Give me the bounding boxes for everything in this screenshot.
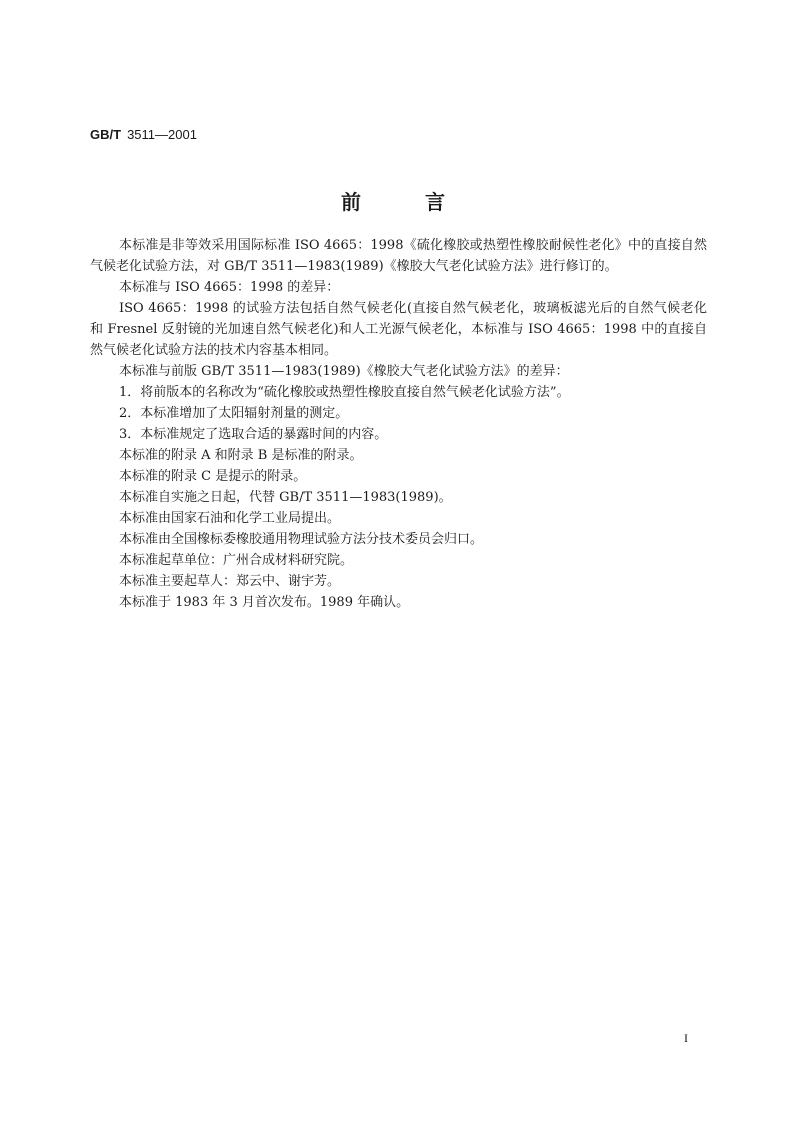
body-line: 和 Fresnel 反射镜的光加速自然气候老化)和人工光源气候老化，本标准与 ISO 4665：1998 中的直接自	[90, 322, 707, 337]
paragraph	[90, 298, 707, 361]
body-line: 本标准起草单位：广州合成材料研究院。	[119, 553, 354, 568]
list-item	[90, 424, 707, 445]
paragraph	[90, 445, 707, 466]
list-item	[90, 403, 707, 424]
paragraph	[90, 529, 707, 550]
body-line: 本标准主要起草人：郑云中、谢宇芳。	[119, 574, 341, 589]
foreword-body	[90, 235, 707, 613]
standard-number: 3511—2001	[127, 127, 197, 142]
body-line: 本标准由全国橡标委橡胶通用物理试验方法分技术委员会归口。	[119, 532, 484, 547]
body-line: 本标准与 ISO 4665：1998 的差异：	[119, 280, 340, 295]
paragraph	[90, 571, 707, 592]
body-line: 本标准自实施之日起，代替 GB/T 3511—1983(1989)。	[119, 490, 452, 505]
body-line: 本标准于 1983 年 3 月首次发布。1989 年确认。	[119, 595, 410, 610]
body-line: ISO 4665：1998 的试验方法包括自然气候老化(直接自然气候老化，玻璃板滤光后的自然气候老化	[119, 301, 707, 316]
paragraph	[90, 508, 707, 529]
body-line: 气候老化试验方法，对 GB/T 3511—1983(1989)《橡胶大气老化试验方法》进行修订的。	[90, 259, 618, 274]
body-line: 本标准由国家石油和化学工业局提出。	[119, 511, 341, 526]
list-item	[90, 382, 707, 403]
standard-prefix: GB/T	[90, 127, 122, 142]
document-number-header	[90, 126, 197, 145]
body-line: 1．将前版本的名称改为“硫化橡胶或热塑性橡胶直接自然气候老化试验方法”。	[119, 385, 570, 400]
body-line: 本标准是非等效采用国际标准 ISO 4665：1998《硫化橡胶或热塑性橡胶耐候性老化》中的直接自然	[119, 238, 707, 253]
body-line: 本标准的附录 C 是提示的附录。	[119, 469, 307, 484]
body-line: 3．本标准规定了选取合适的暴露时间的内容。	[119, 427, 388, 442]
paragraph	[90, 592, 707, 613]
paragraph	[90, 466, 707, 487]
paragraph	[90, 235, 707, 277]
paragraph	[90, 277, 707, 298]
paragraph	[90, 550, 707, 571]
body-line: 然气候老化试验方法的技术内容基本相同。	[90, 343, 338, 358]
body-line: 本标准的附录 A 和附录 B 是标准的附录。	[119, 448, 363, 463]
paragraph	[90, 487, 707, 508]
body-line: 本标准与前版 GB/T 3511—1983(1989)《橡胶大气老化试验方法》的差异：	[119, 364, 569, 379]
body-line: 2．本标准增加了太阳辐射剂量的测定。	[119, 406, 349, 421]
page-title: 前 言	[341, 190, 453, 214]
page-number: I	[684, 1031, 688, 1045]
paragraph	[90, 361, 707, 382]
